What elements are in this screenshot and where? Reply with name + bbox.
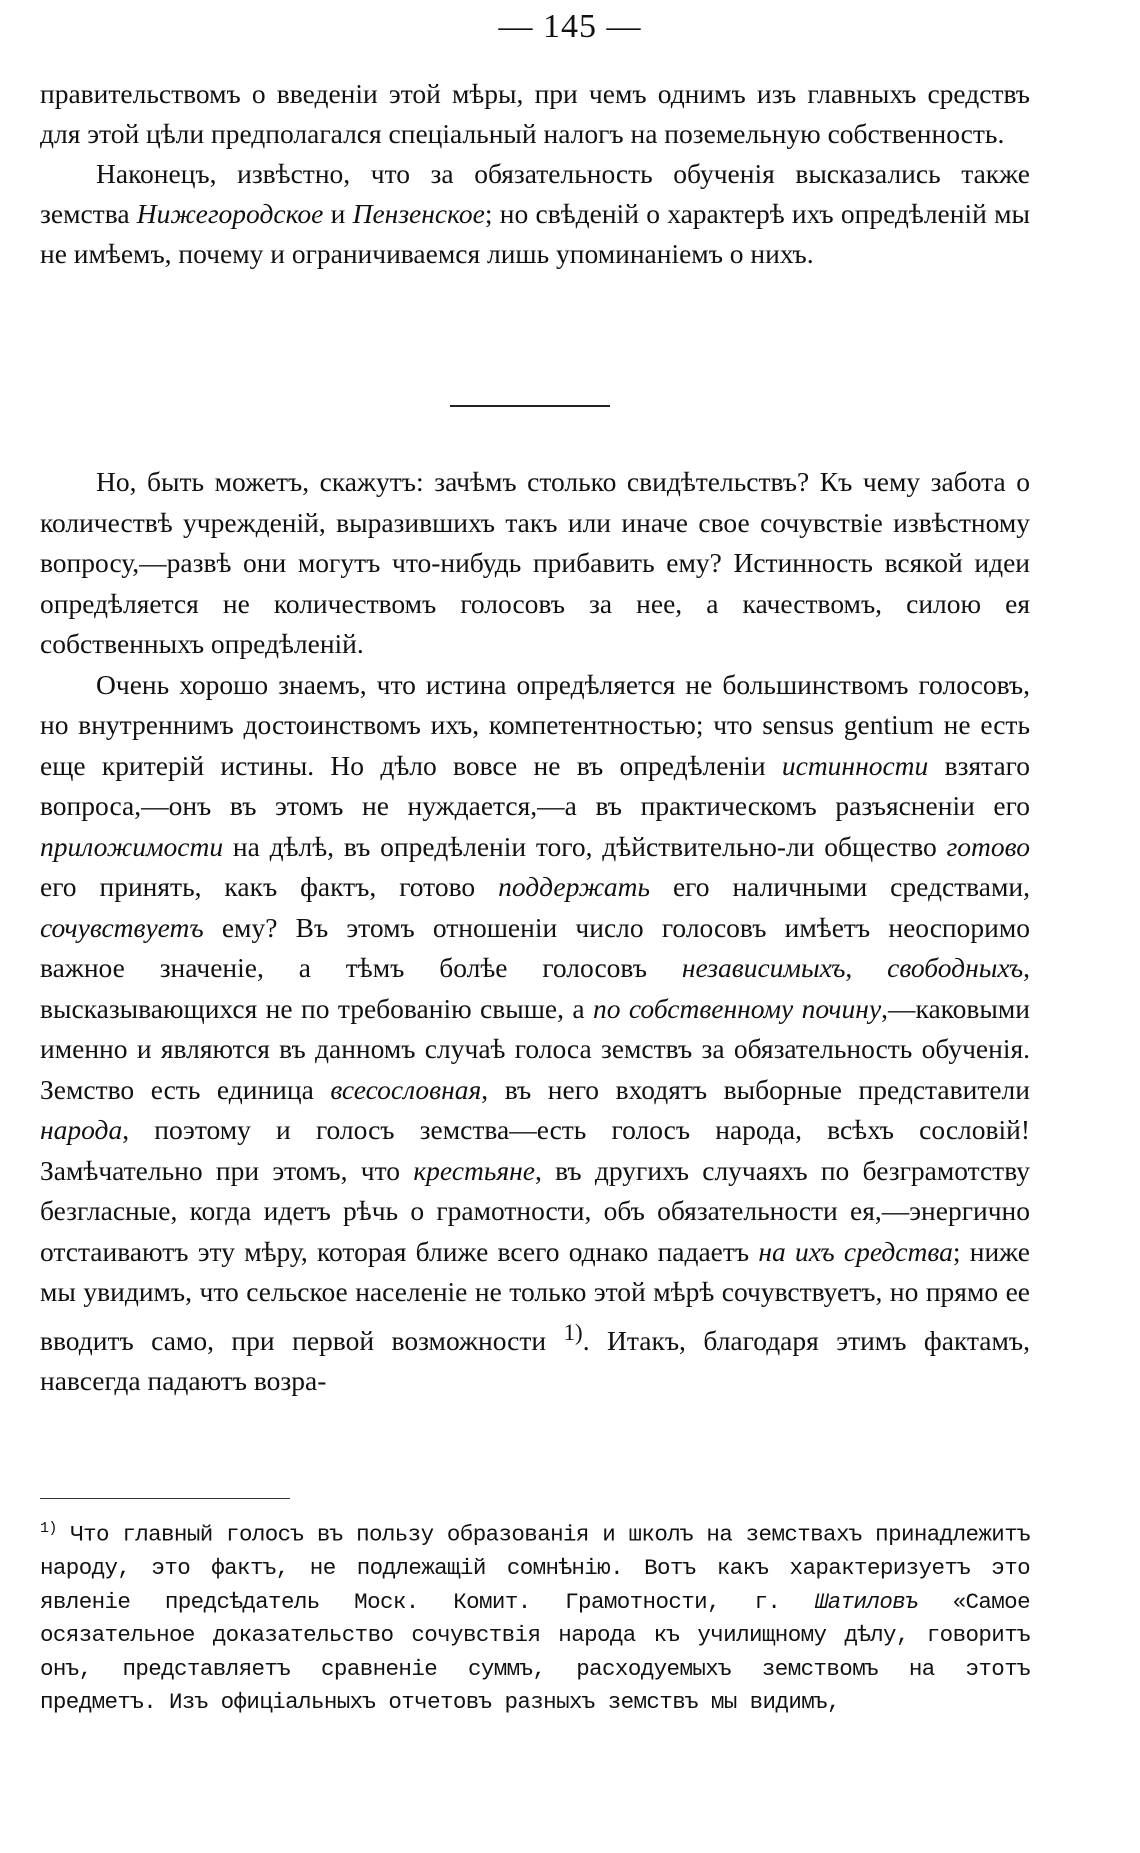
paragraph-argument: Очень хорошо знаемъ, что истина опредѣляется не большинствомъ голосовъ, но внутреннимъ достоинствомъ ихъ, компетентностью; что sensus gentium не есть еще критерій истины. Но дѣло вовсе не въ опредѣленіи истинности взятаго вопроса,—онъ въ этомъ не нуждается,—а въ практическомъ разъясненіи его приложимости на дѣлѣ, въ опредѣленіи того, дѣйствительно-ли общество готово его принять, какъ фактъ, готово поддержать его наличными средствами, сочувствуетъ ему? Въ этомъ отношеніи число голосовъ имѣетъ неоспоримо важное значеніе, а тѣмъ болѣе голосовъ независимыхъ, свободныхъ, высказывающихся не по требованію свыше, а по собственному почину,—каковыми именно и являются въ данномъ случаѣ голоса земствъ за обязательность обученія. Земство есть единица всесословная, въ него входятъ выборные представители народа, поэтому и голосъ земства—есть голосъ народа, всѣхъ сословій! Замѣчательно при этомъ, что крестьяне, въ другихъ случаяхъ по безграмотству безгласные, когда идетъ рѣчь о грамотности, объ обязательности ея,—энергично отстаиваютъ эту мѣру, которая ближе всего однако падаетъ на ихъ средства; ниже мы увидимъ, что сельское населеніе не только этой мѣрѣ сочувствуетъ, но прямо ее вводитъ само, при первой возможности $^{1)}$. Итакъ, благодаря этимъ фактамъ, навсегда падаютъ возра-	[40, 668, 1031, 1397]
footnote-text: $^{1)}$ Что главный голосъ въ пользу образованія и школъ на земствахъ принадлежитъ народу, это фактъ, не подлежащій сомнѣнію. Вотъ какъ характеризуетъ это явленіе предсѣдатель Моск. Комит. Грамотности, г. Шатиловъ «Самое осязательное доказательство сочувствія народа къ училищному дѣлу, говоритъ онъ, представляетъ сравненіе суммъ, расходуемыхъ земствомъ на этотъ предметъ. Изъ офиціальныхъ отчетовъ разныхъ земствъ мы видимъ,	[40, 1520, 1030, 1715]
text-block-main	[40, 462, 1030, 1402]
footnote-reference[interactable]: 1)	[563, 1319, 583, 1345]
paragraph-continuation: правительствомъ о введеніи этой мѣры, при чемъ однимъ изъ главныхъ средствъ для этой цѣли предполагался спеціальный налогъ на поземельную собственность.	[40, 78, 1030, 149]
footnote-marker: 1)	[40, 1520, 57, 1537]
paragraph-zemstvo-list: Наконецъ, извѣстно, что за обязательность обученія высказались также земства Нижегородское и Пензенское; но свѣденій о характерѣ ихъ опредѣленій мы не имѣемъ, почему и ограничиваемся лишь упоминаніемъ о нихъ.	[40, 158, 1030, 269]
section-divider	[450, 405, 610, 407]
paragraph-question: Но, быть можетъ, скажутъ: зачѣмъ столько свидѣтельствъ? Къ чему забота о количествѣ учрежденій, выразившихъ такъ или иначе свое сочувствіе извѣстному вопросу,—развѣ они могутъ что-нибудь прибавить ему? Истинность всякой идеи опредѣляется не количествомъ голосовъ за нее, а качествомъ, силою ея собственныхъ опредѣленій.	[40, 466, 1030, 659]
page-number: — 145 —	[498, 8, 642, 45]
footnote	[40, 1512, 1030, 1720]
footnote-rule	[40, 1498, 290, 1499]
text-block-top	[40, 74, 1030, 274]
